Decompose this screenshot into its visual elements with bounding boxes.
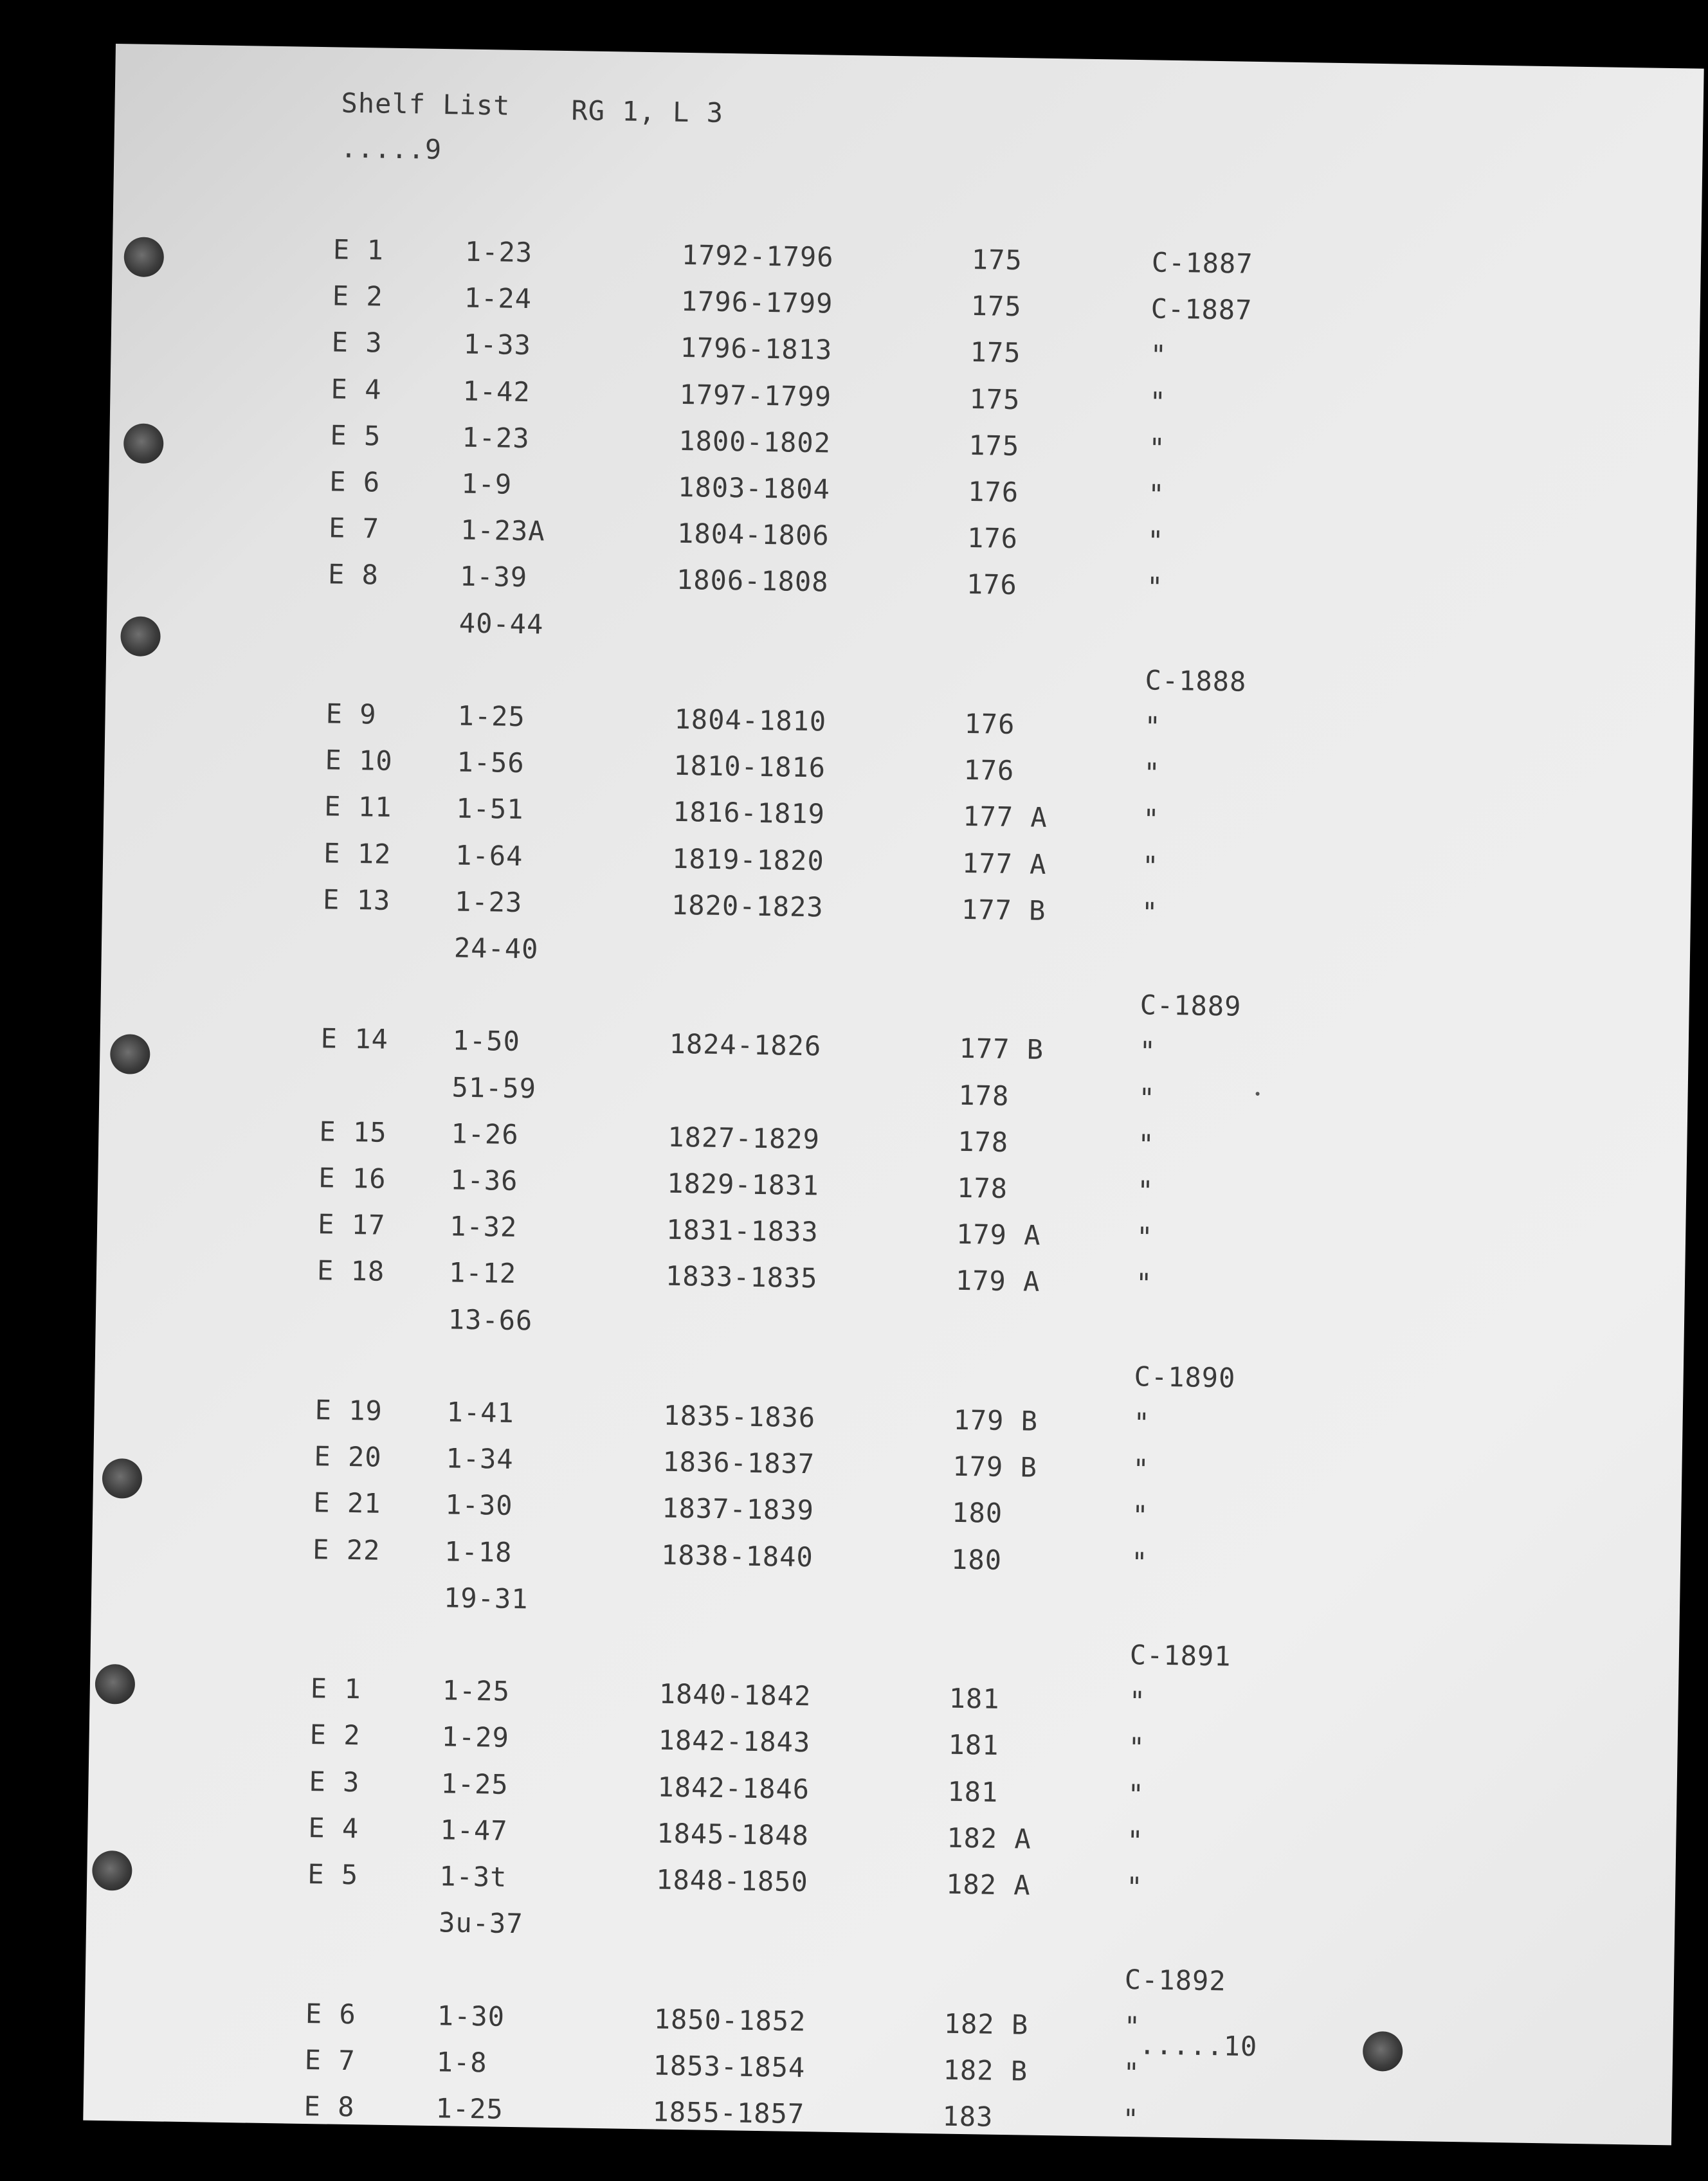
- notation: ": [1148, 432, 1167, 464]
- box-number: 182 B: [943, 2007, 1029, 2041]
- next-page-reference: .....10: [1138, 2029, 1258, 2063]
- notation: ": [1141, 849, 1159, 882]
- box-number: 177 B: [959, 1033, 1044, 1066]
- entry-number: E 12: [323, 837, 392, 870]
- notation: ": [1147, 478, 1165, 511]
- notation: ": [1150, 339, 1168, 372]
- date-span: 1840-1842: [659, 1678, 812, 1712]
- item-range: 1-51: [455, 792, 524, 826]
- item-range: 1-33: [463, 328, 532, 361]
- entry-number: E 5: [330, 419, 381, 452]
- document-page: [83, 44, 1703, 2145]
- box-number: 177 B: [961, 893, 1046, 927]
- entry-number: E 2: [332, 280, 384, 312]
- notation: ": [1142, 803, 1160, 836]
- box-number: 178: [958, 1079, 1010, 1112]
- date-span: 1796-1799: [680, 285, 833, 320]
- notation: ": [1143, 757, 1161, 789]
- notation: ": [1131, 1546, 1149, 1579]
- item-range: 1-30: [444, 1489, 513, 1522]
- notation: C-1888: [1145, 664, 1247, 698]
- date-span: 1850-1852: [653, 2003, 806, 2037]
- item-range: 1-25: [441, 1767, 509, 1800]
- notation: ": [1123, 2010, 1141, 2043]
- box-number: 182 A: [946, 1822, 1032, 1855]
- item-range: 1-64: [455, 839, 523, 872]
- date-span: 1806-1808: [676, 564, 829, 598]
- date-span: 1835-1836: [663, 1399, 816, 1434]
- notation: ": [1125, 1871, 1143, 1903]
- entry-number: E 1: [332, 233, 385, 266]
- page-reference: .....9: [340, 132, 442, 165]
- notation: ": [1122, 2103, 1140, 2135]
- date-span: 1855-1857: [652, 2095, 805, 2130]
- box-number: 181: [947, 1775, 999, 1808]
- date-span: 1842-1843: [658, 1724, 811, 1759]
- box-number: 175: [968, 429, 1020, 462]
- box-number: 182 A: [945, 1868, 1031, 1901]
- item-range: 1-41: [446, 1396, 515, 1429]
- box-number: 176: [964, 707, 1015, 741]
- date-span: 1810-1816: [673, 749, 826, 784]
- date-span: 1829-1831: [666, 1167, 820, 1202]
- notation: C-1892: [1124, 1964, 1226, 1997]
- entry-number: E 5: [307, 1858, 359, 1891]
- notation: ": [1123, 2056, 1141, 2089]
- box-number: 180: [950, 1543, 1003, 1576]
- notation: ": [1136, 1175, 1154, 1207]
- notation: ": [1147, 525, 1165, 557]
- item-range: 1-50: [452, 1024, 521, 1058]
- notation: ": [1139, 1035, 1157, 1067]
- date-span: 1831-1833: [666, 1213, 819, 1248]
- date-span: 1819-1820: [671, 842, 825, 877]
- entry-number: E 8: [327, 558, 379, 591]
- entry-number: E 17: [317, 1208, 386, 1241]
- item-range: 1-18: [444, 1535, 513, 1568]
- box-number: 179 B: [953, 1404, 1039, 1437]
- item-range: 51-59: [451, 1071, 537, 1105]
- item-range: 13-66: [448, 1303, 533, 1337]
- box-number: 177 A: [961, 847, 1047, 880]
- entry-number: E 3: [331, 326, 383, 359]
- notation: ": [1132, 1453, 1150, 1485]
- box-number: 179 B: [952, 1450, 1038, 1483]
- item-range: 1-9: [460, 467, 513, 500]
- box-number: 176: [967, 522, 1019, 555]
- item-range: 1-12: [448, 1256, 517, 1290]
- box-number: 175: [971, 243, 1023, 276]
- item-range: 1-29: [441, 1721, 510, 1754]
- entry-number: E 14: [320, 1022, 389, 1056]
- box-number: 178: [957, 1125, 1009, 1158]
- date-span: 1842-1846: [657, 1771, 810, 1805]
- date-span: 1804-1806: [677, 517, 830, 552]
- item-range: 1-47: [440, 1814, 508, 1847]
- entry-number: E 11: [324, 790, 392, 824]
- item-range: 1-25: [442, 1674, 511, 1708]
- entry-number: E 1: [310, 1672, 362, 1705]
- entry-number: E 15: [319, 1115, 387, 1148]
- entry-number: E 9: [325, 698, 377, 730]
- item-range: 1-56: [457, 746, 525, 779]
- notation: ": [1129, 1685, 1147, 1717]
- entry-number: E 22: [312, 1533, 381, 1566]
- notation: C-1887: [1151, 246, 1253, 280]
- entry-number: E 10: [325, 744, 394, 777]
- notation: ": [1149, 385, 1167, 418]
- notation: ": [1146, 571, 1164, 604]
- item-range: 19-31: [443, 1582, 529, 1615]
- date-span: 1838-1840: [660, 1539, 814, 1573]
- entry-number: E 8: [304, 2090, 355, 2123]
- notation: ": [1141, 896, 1159, 928]
- item-range: 1-25: [457, 700, 526, 733]
- item-range: 1-3t: [439, 1860, 507, 1893]
- entry-number: E 4: [331, 372, 382, 406]
- box-number: 181: [949, 1682, 1000, 1715]
- item-range: 1-23A: [460, 514, 545, 547]
- date-span: 1797-1799: [679, 378, 832, 413]
- item-range: 1-39: [459, 560, 528, 593]
- notation: ": [1131, 1499, 1149, 1532]
- date-span: 1803-1804: [677, 471, 831, 505]
- item-range: 3u-37: [438, 1906, 523, 1940]
- box-number: 177 A: [962, 801, 1048, 834]
- notation: ": [1136, 1221, 1154, 1253]
- box-number: 183: [942, 2100, 994, 2133]
- box-number: 175: [970, 336, 1021, 369]
- entry-number: E 16: [318, 1162, 386, 1195]
- date-span: 1816-1819: [672, 796, 826, 830]
- notation: C-1891: [1129, 1639, 1231, 1672]
- entry-number: E 18: [316, 1254, 385, 1288]
- box-number: 178: [956, 1172, 1008, 1205]
- box-number: 181: [948, 1729, 999, 1762]
- item-range: 1-23: [462, 421, 530, 454]
- notation: ": [1137, 1128, 1155, 1161]
- item-range: 40-44: [459, 607, 544, 640]
- item-range: 1-32: [449, 1210, 518, 1244]
- date-span: 1804-1810: [674, 703, 827, 738]
- date-span: 1833-1835: [665, 1260, 818, 1294]
- notation: ": [1135, 1267, 1153, 1299]
- notation: C-1890: [1134, 1360, 1236, 1394]
- entry-number: E 6: [305, 1997, 357, 2030]
- box-number: 182 B: [943, 2054, 1028, 2087]
- item-range: 1-26: [451, 1118, 519, 1150]
- entry-number: E 19: [314, 1394, 383, 1427]
- item-range: 1-8: [436, 2046, 487, 2079]
- item-range: 24-40: [453, 932, 539, 965]
- date-span: 1820-1823: [671, 889, 824, 923]
- shelf-list-table: [83, 44, 1703, 2145]
- notation: ": [1128, 1732, 1146, 1764]
- box-number: 176: [963, 754, 1015, 787]
- item-range: 1-23: [454, 885, 523, 918]
- item-range: 1-36: [450, 1164, 518, 1197]
- entry-number: E 21: [313, 1487, 381, 1520]
- item-range: 1-24: [464, 282, 532, 315]
- box-number: 176: [967, 475, 1019, 509]
- box-number: 176: [966, 568, 1018, 601]
- notation: ": [1133, 1407, 1151, 1439]
- shelf-list-title: Shelf List: [341, 87, 511, 122]
- date-span: 1837-1839: [661, 1492, 815, 1526]
- date-span: 1796-1813: [680, 332, 833, 366]
- box-number: 175: [969, 383, 1021, 415]
- notation: ": [1138, 1081, 1156, 1114]
- entry-number: E 20: [314, 1440, 383, 1473]
- notation: ": [1144, 710, 1162, 743]
- notation: C-1889: [1140, 989, 1242, 1022]
- entry-number: E 2: [309, 1719, 361, 1751]
- box-number: 179 A: [956, 1218, 1041, 1252]
- notation: ": [1127, 1778, 1145, 1811]
- date-span: 1853-1854: [653, 2049, 806, 2084]
- date-span: 1827-1829: [668, 1121, 821, 1155]
- notation: C-1887: [1150, 293, 1253, 326]
- date-span: 1836-1837: [662, 1445, 815, 1480]
- record-group-label: RG 1, L 3: [571, 95, 724, 129]
- date-span: 1824-1826: [669, 1028, 822, 1062]
- item-range: 1-30: [437, 1999, 505, 2032]
- entry-number: E 13: [322, 883, 391, 916]
- date-span: 1848-1850: [655, 1863, 809, 1898]
- entry-number: E 7: [328, 512, 380, 545]
- item-range: 1-42: [462, 375, 531, 408]
- entry-number: E 3: [309, 1765, 360, 1798]
- entry-number: E 6: [329, 466, 381, 498]
- notation: ": [1126, 1824, 1144, 1857]
- entry-number: E 7: [304, 2043, 356, 2077]
- item-range: 1-25: [435, 2092, 504, 2125]
- box-number: 180: [951, 1497, 1003, 1530]
- entry-number: E 4: [308, 1811, 359, 1845]
- item-range: 1-23: [464, 235, 533, 269]
- box-number: 175: [970, 290, 1022, 323]
- box-number: 179 A: [955, 1265, 1040, 1298]
- item-range: 1-34: [446, 1442, 514, 1476]
- date-span: 1845-1848: [657, 1817, 810, 1852]
- date-span: 1800-1802: [678, 424, 831, 459]
- date-span: 1792-1796: [681, 239, 834, 273]
